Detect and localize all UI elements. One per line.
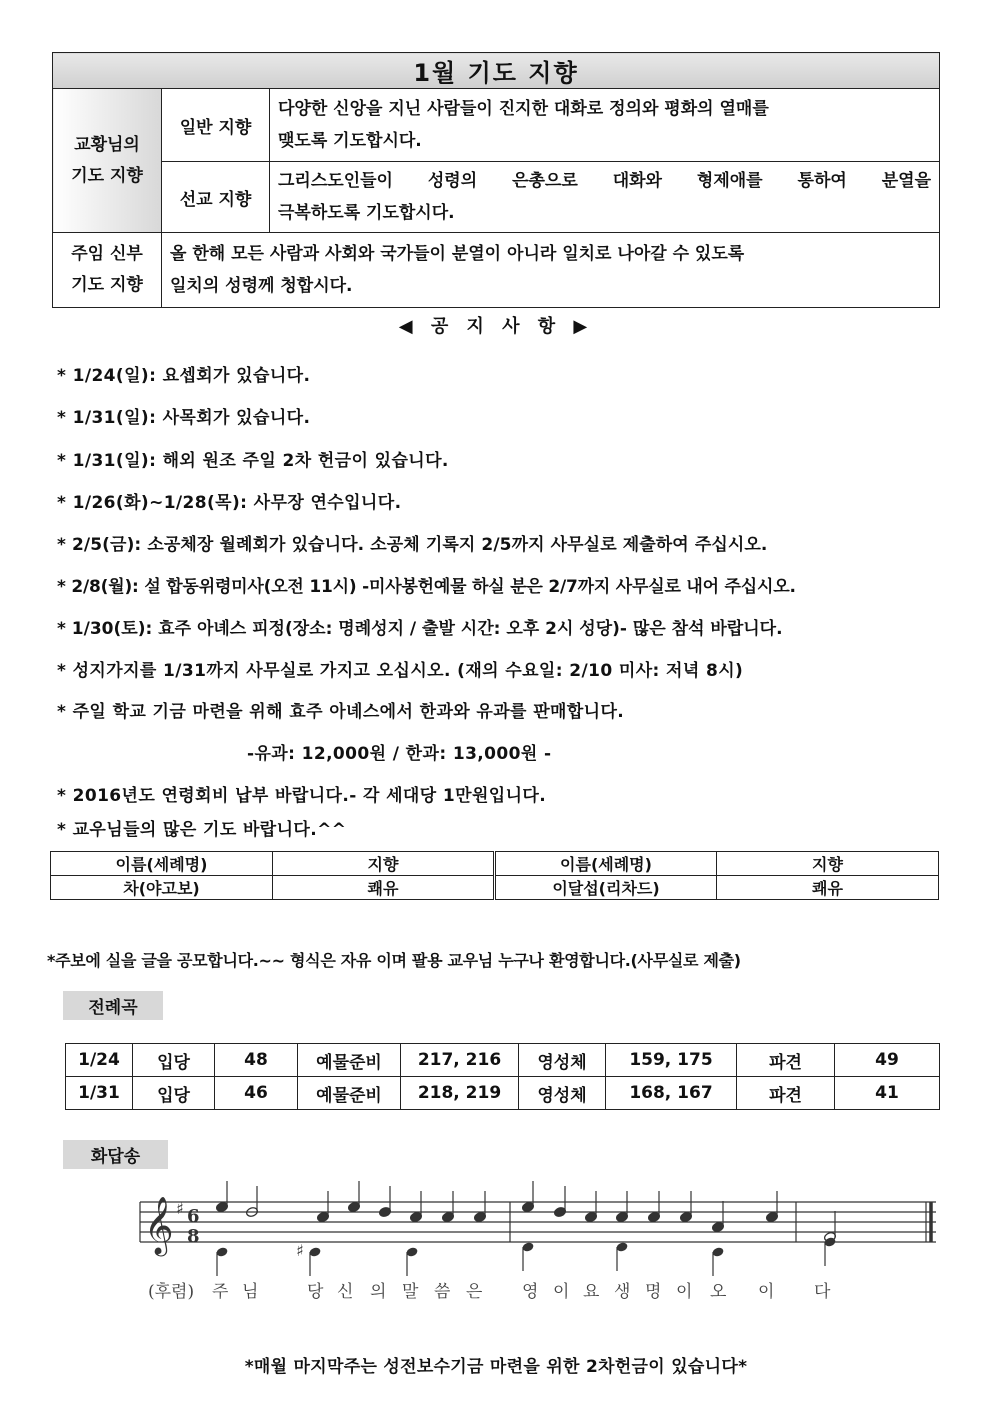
table-cell: 입당: [133, 1044, 215, 1077]
liturgy-section-label: 전례곡: [63, 991, 163, 1020]
lyric-syllable: 이: [676, 1282, 693, 1302]
table-header: 지향: [717, 852, 939, 876]
time-signature-top: 6: [187, 1206, 200, 1227]
psalm-notes: [215, 1181, 836, 1276]
table-cell: 파견: [737, 1077, 835, 1110]
sharp-accidental-icon: ♯: [296, 1241, 304, 1260]
table-cell: 1/31: [66, 1077, 133, 1110]
time-signature-bottom: 8: [187, 1226, 200, 1247]
notice-item: * 성지가지를 1/31까지 사무실로 가지고 오십시오. (재의 수요일: 2/10 미사: 저녁 8시): [57, 661, 744, 681]
table-cell: 입당: [133, 1077, 215, 1110]
table-row: [66, 1044, 940, 1077]
table-cell: 영성체: [519, 1044, 606, 1077]
notice-item: * 1/26(화)~1/28(목): 사무장 연수입니다.: [57, 493, 402, 513]
general-intention-text: 다양한 신앙을 지닌 사람들이 진지한 대화로 정의와 평화의 열매를 맺도록 기도합시다.: [270, 89, 940, 162]
lyric-syllable: 님: [242, 1282, 259, 1302]
lyric-syllable: 명: [645, 1282, 662, 1302]
lyric-syllable: 주: [212, 1282, 229, 1302]
table-cell: 217, 216: [401, 1044, 519, 1077]
mission-intention-label: 선교 지향: [162, 162, 270, 233]
table-cell: 46: [215, 1077, 298, 1110]
table-cell: 168, 167: [606, 1077, 737, 1110]
table-cell: 예물준비: [298, 1077, 401, 1110]
table-cell: 41: [835, 1077, 940, 1110]
table-cell: 예물준비: [298, 1044, 401, 1077]
lyric-syllable: 영: [522, 1282, 539, 1302]
lyric-syllable: 이: [553, 1282, 570, 1302]
psalm-section-label: 화답송: [63, 1140, 168, 1169]
notice-item: * 1/31(일): 사목회가 있습니다.: [57, 408, 311, 428]
lyric-syllable: 요: [583, 1282, 600, 1302]
lyric-syllable: 은: [466, 1282, 483, 1302]
staff-lines: [140, 1202, 936, 1242]
key-signature-sharp-icon: ♯: [176, 1199, 184, 1218]
notice-item: * 교우님들의 많은 기도 바랍니다.^^: [57, 820, 347, 840]
table-cell: 48: [215, 1044, 298, 1077]
table-cell: 차(야고보): [51, 876, 273, 900]
notice-item: * 2/5(금): 소공체장 월례회가 있습니다. 소공체 기록지 2/5까지 사무실로 제출하여 주십시오.: [57, 535, 768, 555]
table-cell: 쾌유: [273, 876, 495, 900]
psalm-score: [130, 1180, 950, 1310]
notice-item: * 1/24(일): 요셉회가 있습니다.: [57, 366, 311, 386]
lyric-syllable: 말: [402, 1282, 419, 1302]
table-header: 이름(세례명): [495, 852, 717, 876]
lyric-syllable: (후렴): [148, 1282, 195, 1302]
contribution-notice: *주보에 실을 글을 공모합니다.~~ 형식은 자유 이며 팔용 교우님 누구나 환영합니다.(사무실로 제출): [47, 951, 741, 970]
table-cell: 영성체: [519, 1077, 606, 1110]
notice-title: ◀ 공 지 사 항 ▶: [398, 316, 594, 337]
lyric-syllable: 이: [758, 1282, 775, 1302]
table-cell: 쾌유: [717, 876, 939, 900]
lyric-syllable: 당: [307, 1282, 324, 1302]
table-header: 지향: [273, 852, 495, 876]
prayer-request-table: [50, 851, 939, 900]
lyric-syllable: 의: [370, 1282, 387, 1302]
hymn-table: [65, 1043, 940, 1110]
general-intention-label: 일반 지향: [162, 89, 270, 162]
lyric-syllable: 신: [337, 1282, 354, 1302]
table-cell: 49: [835, 1044, 940, 1077]
lyric-syllable: 씀: [434, 1282, 451, 1302]
table-row: [66, 1077, 940, 1110]
notice-item: * 1/30(토): 효주 아녜스 피정(장소: 명례성지 / 출발 시간: 오후 2시 성당)- 많은 참석 바랍니다.: [57, 619, 783, 639]
table-cell: 218, 219: [401, 1077, 519, 1110]
notice-item: * 2016년도 연령회비 납부 바랍니다.- 각 세대당 1만원입니다.: [57, 786, 547, 806]
footer-notice: *매월 마지막주는 성전보수기금 마련을 위한 2차헌금이 있습니다*: [244, 1357, 748, 1377]
pastor-intention-label: 주임 신부 기도 지향: [53, 233, 162, 308]
notice-item: * 주일 학교 기금 마련을 위해 효주 아녜스에서 한과와 유과를 판매합니다.: [57, 702, 625, 722]
prayer-intention-table: [52, 52, 940, 308]
pope-intention-label: 교황님의 기도 지향: [53, 89, 162, 233]
notice-item: * 1/31(일): 해외 원조 주일 2차 헌금이 있습니다.: [57, 451, 449, 471]
table-header: 이름(세례명): [51, 852, 273, 876]
notice-item-price: -유과: 12,000원 / 한과: 13,000원 -: [247, 744, 552, 764]
lyric-syllable: 다: [814, 1282, 831, 1302]
pastor-intention-text: 올 한해 모든 사람과 사회와 국가들이 분열이 아니라 일치로 나아갈 수 있도록 일치의 성령께 청합시다.: [162, 233, 940, 308]
mission-intention-text: 그리스도인들이 성령의 은총으로 대화와 형제애를 통하여 분열을 극복하도록 기도합시다.: [270, 162, 940, 233]
prayer-title: 1월 기도 지향: [53, 53, 940, 89]
table-cell: 이달섭(리차드): [495, 876, 717, 900]
table-cell: 1/24: [66, 1044, 133, 1077]
treble-clef-icon: 𝄞: [144, 1196, 174, 1254]
notice-item: * 2/8(월): 설 합동위령미사(오전 11시) -미사봉헌예물 하실 분은 2/7까지 사무실로 내어 주십시오.: [57, 577, 796, 597]
table-cell: 파견: [737, 1044, 835, 1077]
lyric-syllable: 생: [614, 1282, 631, 1302]
lyric-syllable: 오: [710, 1282, 727, 1302]
table-cell: 159, 175: [606, 1044, 737, 1077]
